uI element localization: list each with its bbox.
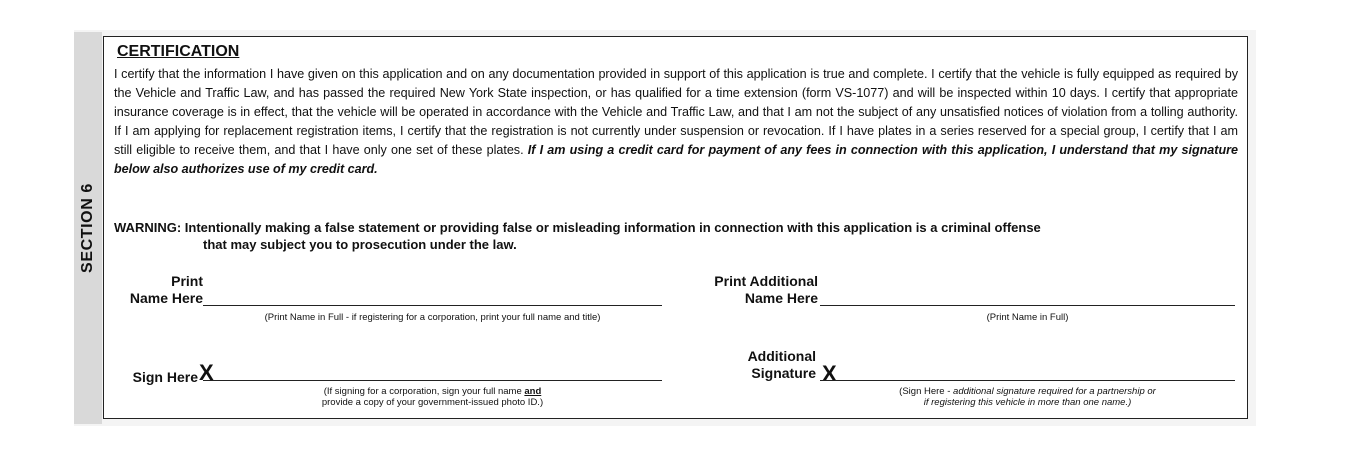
warning-text-line1: Intentionally making a false statement or providing false or misleading information in connection with this application is a criminal offense: [184, 220, 1041, 235]
certification-text: [114, 65, 1238, 179]
credit-card-statement: If I am using a credit card for payment of any fees in connection with this application, I understand that my signature below also authorizes use of my credit card.: [114, 143, 1238, 176]
signature-input-line[interactable]: [203, 380, 662, 381]
additional-signature-label: [664, 348, 816, 382]
additional-signature-hint-text: (Sign Here -: [899, 386, 954, 397]
sign-here-hint: [203, 386, 662, 408]
print-additional-name-hint: (Print Name in Full): [986, 312, 1069, 323]
sign-here-hint-text: (If signing for a corporation, sign your full name: [323, 386, 525, 397]
additional-signature-hint-italic: additional signature required for a partnership or: [953, 386, 1156, 397]
print-additional-label-line2: Name Here: [744, 290, 818, 306]
sign-here-hint-line2: provide a copy of your government-issued photo ID.): [321, 397, 544, 408]
print-name-hint: (Print Name in Full - if registering for a corporation, print your full name and title): [264, 312, 601, 323]
section-label: SECTION 6: [79, 183, 96, 273]
sign-here-label: Sign Here: [132, 369, 198, 385]
print-name-input-line[interactable]: [203, 305, 662, 306]
warning-text-line2: that may subject you to prosecution under the law.: [203, 237, 517, 252]
print-additional-name-input-line[interactable]: [820, 305, 1235, 306]
print-name-label-line1: Print: [171, 273, 203, 289]
print-additional-label-line1: Print Additional: [714, 273, 818, 289]
warning-label: WARNING:: [114, 220, 182, 235]
additional-signature-input-line[interactable]: [820, 380, 1235, 381]
additional-signature-label-line2: Signature: [751, 365, 816, 381]
print-additional-name-label: [664, 273, 818, 307]
print-name-label-line2: Name Here: [129, 290, 203, 306]
certification-body: I certify that the information I have given on this application and on any documentation provided in support of this application is true and complete. I certify that the vehicle is fully equipped as required by the Vehicle and Traffic Law, and has passed the required New York State inspection, or has qualified for a time extension (form VS-1077) and will be inspected within 10 days. I certify that appropriate insurance coverage is in effect, that the vehicle will be operated in accordance with the Vehicle and Traffic Law, and that I am not the subject of any unsatisfied notices of violation from a tolling authority. If I am applying for replacement registration items, I certify that the registration is not currently under suspension or revocation. If I have plates in a series reserved for a special group, I certify that I am still eligible to receive them, and that I have only one set of these plates.: [114, 67, 1238, 157]
additional-signature-hint: [820, 386, 1235, 408]
warning-notice: [114, 219, 1238, 253]
print-name-label: [114, 273, 203, 307]
additional-signature-x-mark: X: [822, 361, 837, 386]
additional-signature-hint-line2: if registering this vehicle in more than one name.): [923, 397, 1132, 408]
sign-here-x-mark: X: [199, 360, 214, 385]
certification-title: CERTIFICATION: [117, 43, 240, 60]
certification-form: [103, 36, 1248, 419]
additional-signature-label-line1: Additional: [747, 348, 816, 364]
sign-here-hint-and: and: [524, 386, 542, 397]
